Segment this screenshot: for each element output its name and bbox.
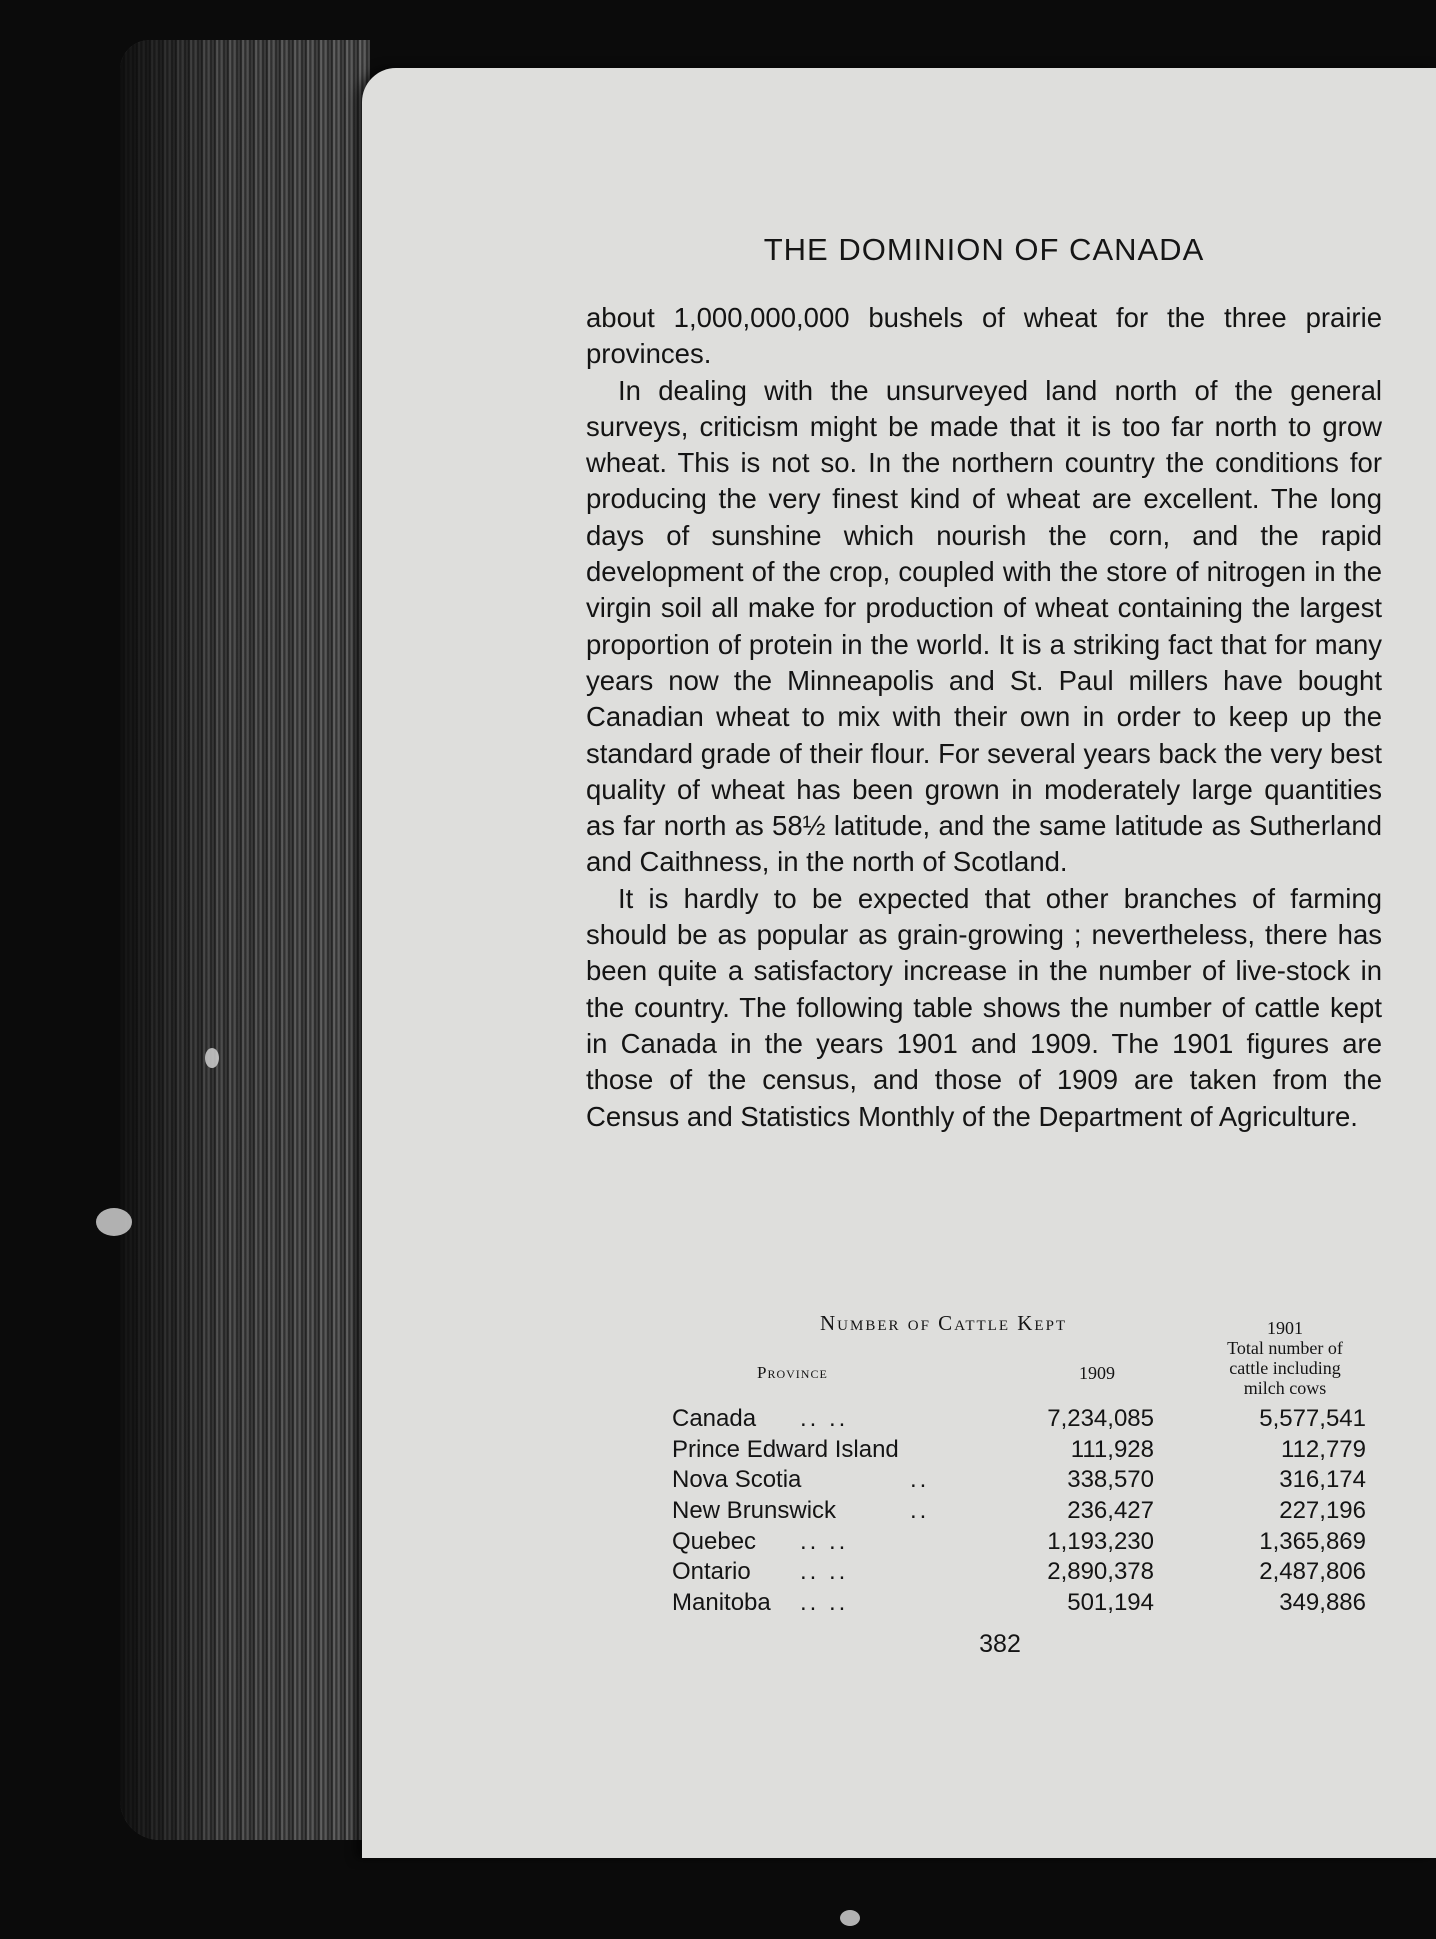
province-cell: Canada	[672, 1405, 757, 1432]
value-1901-cell: 112,779	[1281, 1435, 1366, 1463]
value-1909-cell: 501,194	[1067, 1589, 1154, 1617]
value-1901-cell: 227,196	[1279, 1497, 1366, 1525]
value-1901-cell: 2,487,806	[1259, 1558, 1366, 1586]
column-header-1909: 1909	[1079, 1363, 1115, 1383]
table-row	[670, 1436, 1390, 1467]
table-row	[670, 1589, 1390, 1620]
leader-dots: .. ..	[800, 1405, 849, 1432]
table-header	[0, 1310, 1436, 1410]
province-cell: Prince Edward Island	[672, 1435, 899, 1463]
leader-dots: .. ..	[800, 1558, 849, 1586]
leader-dots: ..	[910, 1466, 930, 1494]
body-text	[586, 300, 1382, 1135]
column-header-province: Province	[757, 1363, 828, 1382]
paragraph-2: In dealing with the unsurveyed land north of the general surveys, criticism might be made that it is too far north to grow wheat. This is not so. In the northern country the conditions for producing the very finest kind of wheat are excellent. The long days of sunshine which nourish the corn, and the rapid development of the crop, coupled with the store of nitrogen in the virgin soil all make for production of wheat containing the largest proportion of protein in the world. It is a striking fact that for many years now the Minneapolis and St. Paul millers have bought Canadian wheat to mix with their own in order to keep up the standard grade of their flour. For several years back the very best quality of wheat has been grown in moderately large quantities as far north as 58½ latitude, and the same latitude as Sutherland and Caithness, in the north of Scotland.	[586, 374, 1382, 878]
province-cell: New Brunswick	[672, 1497, 837, 1525]
column-header-1901-note: Total number of	[1227, 1338, 1343, 1358]
column-header-1901-year: 1901	[1267, 1318, 1303, 1338]
province-cell: Nova Scotia	[672, 1466, 802, 1494]
table-title: Number of Cattle Kept	[820, 1311, 1068, 1335]
value-1909-cell: 236,427	[1067, 1497, 1154, 1525]
province-cell: Quebec	[672, 1527, 757, 1555]
leader-dots: .. ..	[800, 1527, 849, 1555]
column-header-1901-note: cattle including	[1229, 1358, 1341, 1378]
scan-blotch	[205, 1048, 219, 1068]
value-1901-cell: 349,886	[1279, 1589, 1366, 1617]
table-row	[670, 1466, 1390, 1497]
value-1901-cell: 316,174	[1279, 1466, 1366, 1494]
scan-blotch	[96, 1208, 132, 1236]
value-1901-cell: 5,577,541	[1259, 1405, 1366, 1432]
value-1909-cell: 111,928	[1070, 1435, 1154, 1463]
cattle-table	[670, 1405, 1390, 1620]
value-1909-cell: 2,890,378	[1047, 1558, 1154, 1586]
value-1909-cell: 7,234,085	[1047, 1405, 1154, 1432]
running-head: THE DOMINION OF CANADA	[763, 232, 1205, 267]
table-row	[670, 1558, 1390, 1589]
scan-blotch	[840, 1910, 860, 1926]
value-1909-cell: 338,570	[1067, 1466, 1154, 1494]
page-number: 382	[979, 1630, 1021, 1658]
province-cell: Manitoba	[672, 1589, 771, 1617]
province-cell: Ontario	[672, 1558, 751, 1586]
column-header-1901	[1185, 1318, 1385, 1398]
paragraph-3: It is hardly to be expected that other branches of farming should be as popular as grain-growing ; nevertheless, there has been quite a satisfactory increase in the number of live-stock in the country. The following table shows the number of cattle kept in Canada in the years 1901 and 1909. The 1901 figures are those of the census, and those of 1909 are taken from the Census and Statistics Monthly of the Department of Agriculture.	[586, 882, 1382, 1132]
column-header-1901-note: milch cows	[1243, 1378, 1327, 1398]
table-row	[670, 1528, 1390, 1559]
table-row	[670, 1497, 1390, 1528]
value-1901-cell: 1,365,869	[1259, 1527, 1366, 1555]
table-row	[670, 1405, 1390, 1436]
page-edge-shadow	[120, 40, 370, 1840]
value-1909-cell: 1,193,230	[1047, 1527, 1154, 1555]
paragraph-1: about 1,000,000,000 bushels of wheat for the three prairie provinces.	[586, 302, 1382, 370]
leader-dots: ..	[910, 1497, 930, 1525]
leader-dots: .. ..	[800, 1589, 849, 1617]
